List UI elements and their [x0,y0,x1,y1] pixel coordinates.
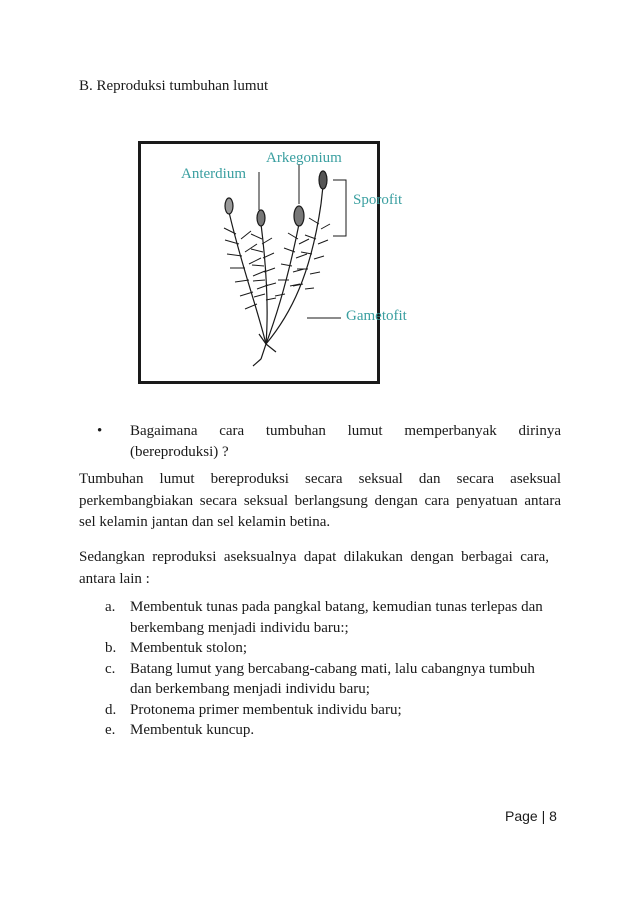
list-marker: e. [105,722,116,738]
list-item [97,700,557,721]
list-item [97,659,557,700]
moss-diagram [138,141,407,384]
label-sporofit: Sporofit [353,192,403,208]
list-item-text: Batang lumut yang bercabang-cabang mati, lalu cabangnya tumbuh dan berkembang menjadi individu baru; [130,660,535,697]
label-anterdium: Anterdium [181,166,246,182]
paragraph-asexual-intro: Sedangkan reproduksi aseksualnya dapat dilakukan dengan berbagai cara, antara lain : [79,549,549,587]
bullet-icon: • [97,423,103,439]
label-arkegonium: Arkegonium [266,150,342,166]
list-item [97,597,557,638]
list-item-text: Protonema primer membentuk individu baru; [130,701,402,718]
list-item-text: Membentuk tunas pada pangkal batang, kemudian tunas terlepas dan berkembang menjadi individu baru:; [130,599,543,636]
paragraph-sexual-reproduction: Tumbuhan lumut bereproduksi secara seksual dan secara aseksual perkembangbiakan secara seksual berlangsung dengan cara penyatuan antara sel kelamin jantan dan sel kelamin betina. [79,471,561,530]
list-item [97,638,557,659]
list-item-text: Membentuk stolon; [130,640,248,656]
question-bullet-item [97,421,561,463]
list-marker: d. [105,701,117,718]
list-marker: b. [105,640,117,656]
asexual-methods-list [97,597,557,741]
question-text: Bagaimana cara tumbuhan lumut memperbanyak dirinya (bereproduksi) ? [130,423,561,460]
moss-illustration [141,144,377,381]
list-item-text: Membentuk kuncup. [130,722,255,738]
list-marker: c. [105,660,116,677]
section-heading: B. Reproduksi tumbuhan lumut [79,78,269,94]
page-number: Page | 8 [505,808,557,824]
label-gametofit: Gametofit [346,308,407,324]
list-marker: a. [105,599,116,615]
list-item [97,720,557,741]
